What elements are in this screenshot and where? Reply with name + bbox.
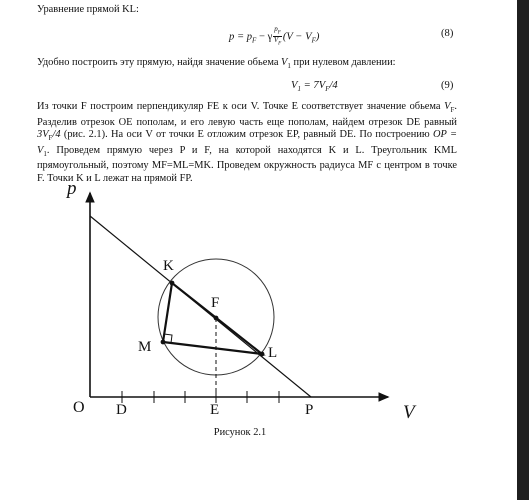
formula-8-rhs-sub: F — [311, 36, 316, 45]
paragraph-expr: 3V — [37, 129, 49, 141]
formula-9-b: = 7V — [300, 80, 326, 91]
sentence-volume-var: V — [281, 57, 288, 68]
paragraph-vf: V — [444, 101, 451, 112]
paragraph-part3: (рис. 2.1). На оси V от точки E отложим отрезок EP, равный DE. По построению — [60, 129, 433, 141]
paragraph-expr-sub: F — [48, 134, 53, 143]
formula-8-lhs: p = p — [229, 31, 253, 43]
paragraph-expr-end: /4 — [52, 129, 61, 141]
point-k-dot — [170, 281, 175, 286]
header-line: Уравнение прямой KL: — [37, 4, 139, 15]
label-l: L — [268, 345, 278, 361]
label-p: P — [305, 402, 314, 418]
triangle-kml — [163, 283, 262, 354]
paragraph-part1: Из точки F построим перпендикуляр FE к оси V. Точке E соответствует значение обьема — [37, 101, 445, 112]
formula-9-c: /4 — [329, 80, 338, 91]
label-d: D — [116, 402, 127, 418]
label-origin: O — [73, 399, 85, 416]
formula-8-rhs-end: ) — [315, 31, 320, 43]
point-m-dot — [161, 340, 166, 345]
sentence-volume-sub: 1 — [287, 62, 291, 71]
point-l-dot — [260, 352, 265, 357]
formula-8-lhs-sub: F — [252, 36, 257, 45]
formula-8-frac-den-sub: F — [278, 41, 282, 47]
label-f: F — [211, 295, 220, 311]
formula-8-frac-num: p — [274, 25, 278, 33]
paragraph-op: OP = V — [37, 129, 457, 156]
axis-label-p: p — [67, 178, 77, 199]
formula-8-frac-num-sub: F — [277, 30, 281, 36]
sentence-volume-a: Удобно построить эту прямую, найдя значение обьема — [37, 57, 282, 68]
paragraph-vf-sub: F — [450, 106, 455, 115]
paragraph-part2: . Разделив отрезок OE пополам, и его левую часть еще пополам, найдем отрезок DE равный — [37, 101, 457, 128]
label-e: E — [210, 402, 220, 418]
figure-caption: Рисунок 2.1 — [213, 427, 267, 438]
label-m: M — [138, 339, 152, 355]
formula-8-frac-den: V — [273, 36, 279, 45]
paragraph-part4: . Проведем прямую через P и F, на которой находятся K и L. Треугольник KML прямоугольный, поэтому MF=ML=MK. Проведем окружность радиуса MF с центром в точке F. Точки K и L лежат на прямой FP. — [37, 144, 457, 184]
label-k: K — [163, 258, 174, 274]
formula-8-rhs: (V − V — [282, 31, 312, 43]
viewer-edge-bar — [517, 0, 529, 500]
formula-9-a-sub: 1 — [297, 85, 301, 94]
axis-label-v: V — [403, 402, 415, 423]
formula-9-a: V — [291, 80, 298, 91]
paragraph-op-sub: 1 — [43, 149, 47, 158]
equation-number-9: (9) — [441, 80, 454, 91]
formula-9-b-sub: F — [325, 85, 330, 94]
point-f-dot — [214, 316, 219, 321]
formula-8-mid: − γ — [256, 31, 273, 43]
equation-number-8: (8) — [441, 28, 454, 39]
sentence-volume-b: при нулевом давлении: — [290, 57, 396, 68]
